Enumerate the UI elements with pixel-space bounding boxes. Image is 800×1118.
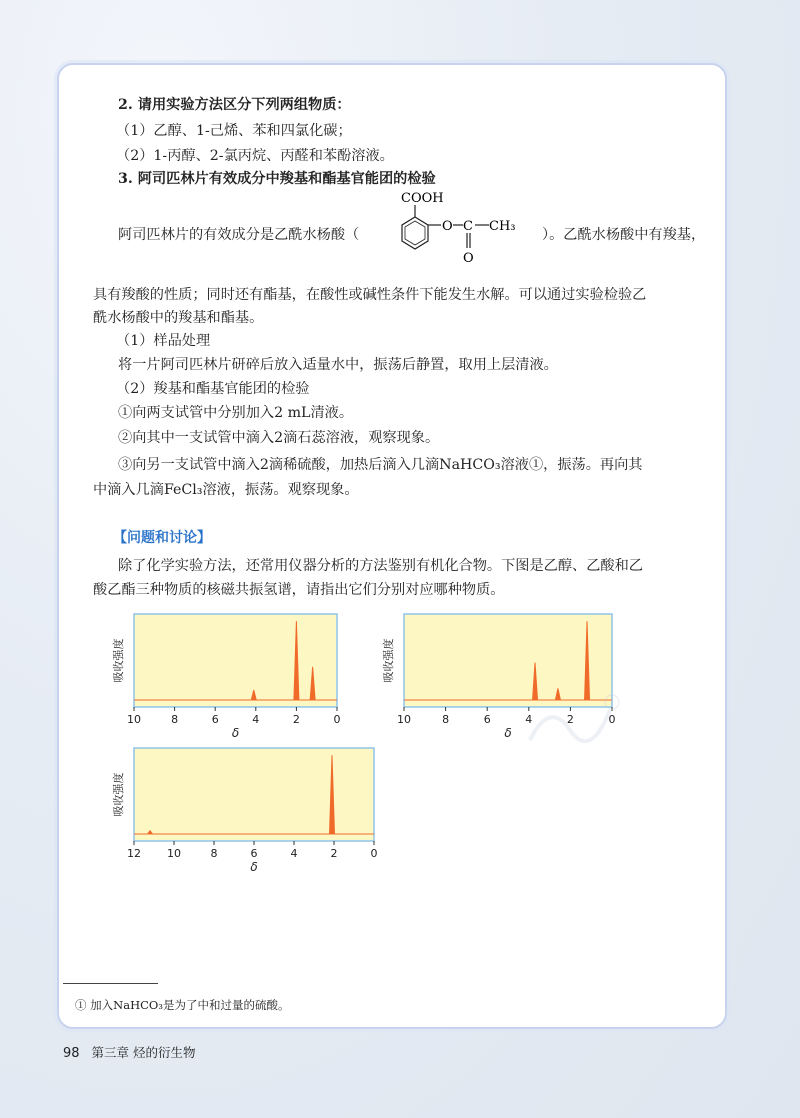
acetylsalicylic-acid-structure: [383, 190, 543, 270]
paragraph-line-6: 具有羧酸的性质；同时还有酯基，在酸性或碱性条件下能发生水解。可以通过实验检验乙: [93, 287, 647, 303]
paragraph-line-7: 酰水杨酸中的羧基和酯基。: [93, 310, 264, 326]
x-tick-label: 0: [608, 713, 616, 726]
step-2-item-1: ①向两支试管中分别加入2 mL清液。: [118, 405, 354, 421]
x-tick-label: 4: [252, 713, 260, 726]
x-tick-label: 8: [210, 847, 218, 860]
nmr-chart-svg: [108, 746, 388, 876]
y-axis-label: 吸收强度: [382, 638, 395, 683]
question-2-part-1: （1）乙醇、1-己烯、苯和四氯化碳；: [116, 123, 352, 139]
discussion-line-2: 酸乙酯三种物质的核磁共振氢谱，请指出它们分别对应哪种物质。: [93, 582, 505, 598]
x-tick-label: 12: [127, 847, 141, 860]
ester-oxygen: O: [442, 219, 453, 234]
step-1-text: 将一片阿司匹林片研碎后放入适量水中，振荡后静置，取用上层清液。: [118, 357, 558, 373]
cooh-label: COOH: [401, 191, 444, 206]
x-axis-label: δ: [250, 860, 258, 874]
x-tick-label: 6: [483, 713, 491, 726]
question-2-part-2: （2）1-丙醇、2-氯丙烷、丙醛和苯酚溶液。: [116, 148, 394, 164]
step-1-title: （1）样品处理: [116, 333, 211, 349]
footnote-rule: [63, 983, 158, 984]
nmr-spectrum-3: [108, 746, 388, 880]
x-tick-label: 2: [292, 713, 300, 726]
x-tick-label: 10: [397, 713, 411, 726]
step-2-item-3-cont: 中滴入几滴FeCl₃溶液，振荡。观察现象。: [93, 482, 359, 498]
footnote: ① 加入NaHCO₃是为了中和过量的硫酸。: [75, 998, 290, 1012]
step-2-item-3: ③向另一支试管中滴入2滴稀硫酸，加热后滴入几滴NaHCO₃溶液①，振荡。再向其: [118, 457, 643, 473]
page-number: 98: [63, 1046, 80, 1061]
carbonyl-carbon: C: [463, 219, 473, 234]
x-tick-label: 4: [290, 847, 298, 860]
x-tick-label: 8: [171, 713, 179, 726]
question-2: 2. 请用实验方法区分下列两组物质：: [118, 97, 351, 113]
x-axis-label: δ: [231, 726, 240, 740]
x-tick-label: 0: [370, 847, 378, 860]
methyl-label: CH₃: [489, 219, 516, 234]
x-tick-label: 10: [167, 847, 181, 860]
aspirin-intro-line: 阿司匹林片的有效成分是乙酰水杨酸（: [118, 227, 360, 243]
x-tick-label: 8: [442, 713, 450, 726]
x-tick-label: 2: [330, 847, 338, 860]
step-2-title: （2）羧基和酯基官能团的检验: [116, 381, 310, 397]
x-tick-label: 4: [525, 713, 533, 726]
question-3: 3. 阿司匹林片有效成分中羧基和酯基官能团的检验: [118, 171, 436, 187]
discussion-line-1: 除了化学实验方法，还常用仪器分析的方法鉴别有机化合物。下图是乙醇、乙酸和乙: [118, 558, 643, 574]
x-axis-label: δ: [504, 726, 512, 740]
step-2-item-2: ②向其中一支试管中滴入2滴石蕊溶液，观察现象。: [118, 430, 440, 446]
carbonyl-oxygen: O: [463, 251, 474, 266]
y-axis-label: 吸收强度: [112, 638, 125, 683]
x-tick-label: 0: [333, 713, 341, 726]
y-axis-label: 吸收强度: [112, 772, 125, 817]
x-tick-label: 6: [211, 713, 219, 726]
x-tick-label: 10: [127, 713, 141, 726]
aspirin-intro-tail: ）。乙酰水杨酸中有羧基，: [542, 227, 706, 243]
x-tick-label: 6: [250, 847, 258, 860]
nmr-spectrum-1: [108, 612, 348, 746]
plot-area: [134, 614, 337, 707]
nmr-chart-svg: [108, 612, 348, 742]
chapter-title: 第三章 烃的衍生物: [91, 1045, 196, 1060]
x-tick-label: 2: [566, 713, 574, 726]
section-heading: 【问题和讨论】: [113, 530, 211, 546]
plot-area: [134, 748, 374, 841]
page-footer: [63, 1043, 196, 1061]
publisher-watermark: [520, 690, 620, 750]
